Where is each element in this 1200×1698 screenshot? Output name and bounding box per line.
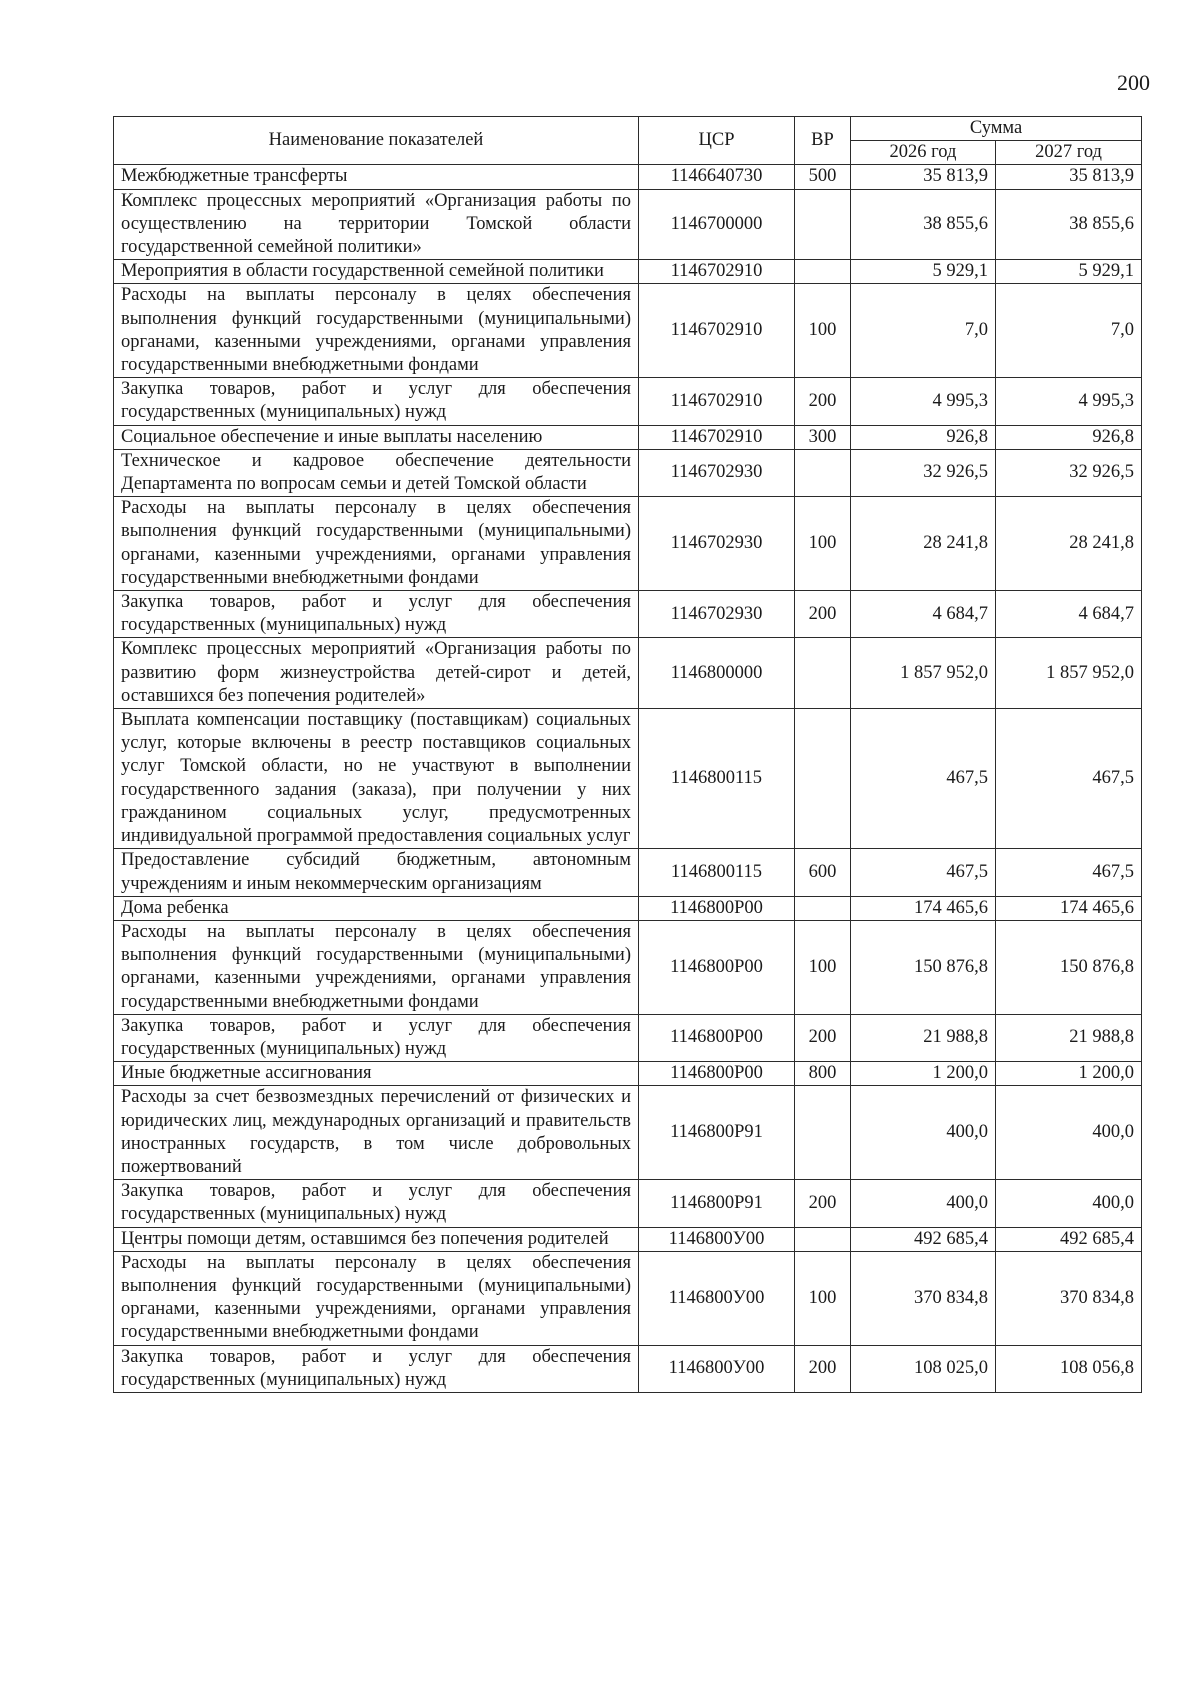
row-sum-2026: 400,0 xyxy=(851,1180,996,1227)
table-row xyxy=(114,165,1142,189)
row-sum-2027: 926,8 xyxy=(996,425,1142,449)
row-sum-2026: 174 465,6 xyxy=(851,896,996,920)
table-row xyxy=(114,1345,1142,1392)
row-sum-2027: 7,0 xyxy=(996,284,1142,378)
row-name: Социальное обеспечение и иные выплаты населению xyxy=(114,425,639,449)
row-name: Расходы на выплаты персоналу в целях обеспечения выполнения функций государственными (муниципальными) органами, казенными учреждениями, органами управления государственными внебюджетными фондами xyxy=(114,920,639,1014)
table-row xyxy=(114,378,1142,425)
row-csr: 1146640730 xyxy=(639,165,795,189)
row-name: Иные бюджетные ассигнования xyxy=(114,1062,639,1086)
row-name: Закупка товаров, работ и услуг для обеспечения государственных (муниципальных) нужд xyxy=(114,1014,639,1061)
row-sum-2026: 108 025,0 xyxy=(851,1345,996,1392)
row-vr: 200 xyxy=(795,1014,851,1061)
table-row xyxy=(114,591,1142,638)
row-sum-2026: 467,5 xyxy=(851,709,996,849)
table-row xyxy=(114,449,1142,496)
row-csr: 1146702930 xyxy=(639,591,795,638)
row-vr xyxy=(795,1086,851,1180)
header-name: Наименование показателей xyxy=(114,117,639,165)
row-vr xyxy=(795,709,851,849)
row-csr: 1146702930 xyxy=(639,497,795,591)
row-vr: 100 xyxy=(795,497,851,591)
header-vr: ВР xyxy=(795,117,851,165)
row-sum-2026: 1 857 952,0 xyxy=(851,638,996,709)
table-row xyxy=(114,1227,1142,1251)
row-sum-2026: 1 200,0 xyxy=(851,1062,996,1086)
page-number: 200 xyxy=(1117,70,1150,95)
table-row xyxy=(114,1180,1142,1227)
row-name: Дома ребенка xyxy=(114,896,639,920)
row-csr: 1146800У00 xyxy=(639,1227,795,1251)
row-name: Расходы на выплаты персоналу в целях обеспечения выполнения функций государственными (муниципальными) органами, казенными учреждениями, органами управления государственными внебюджетными фондами xyxy=(114,497,639,591)
row-vr: 200 xyxy=(795,1345,851,1392)
row-sum-2027: 492 685,4 xyxy=(996,1227,1142,1251)
table-row xyxy=(114,425,1142,449)
table-body xyxy=(114,165,1142,1393)
table-header xyxy=(114,117,1142,165)
row-vr: 200 xyxy=(795,378,851,425)
table-row xyxy=(114,920,1142,1014)
row-csr: 1146800Р00 xyxy=(639,1014,795,1061)
row-sum-2027: 1 857 952,0 xyxy=(996,638,1142,709)
row-sum-2027: 5 929,1 xyxy=(996,260,1142,284)
row-sum-2027: 467,5 xyxy=(996,709,1142,849)
row-csr: 1146800У00 xyxy=(639,1345,795,1392)
row-vr: 100 xyxy=(795,920,851,1014)
row-sum-2027: 32 926,5 xyxy=(996,449,1142,496)
row-sum-2027: 108 056,8 xyxy=(996,1345,1142,1392)
row-csr: 1146800115 xyxy=(639,849,795,896)
row-csr: 1146800115 xyxy=(639,709,795,849)
row-vr xyxy=(795,260,851,284)
row-sum-2026: 4 684,7 xyxy=(851,591,996,638)
row-vr: 100 xyxy=(795,284,851,378)
row-sum-2026: 32 926,5 xyxy=(851,449,996,496)
row-name: Техническое и кадровое обеспечение деятельности Департамента по вопросам семьи и детей Томской области xyxy=(114,449,639,496)
row-sum-2026: 467,5 xyxy=(851,849,996,896)
row-name: Закупка товаров, работ и услуг для обеспечения государственных (муниципальных) нужд xyxy=(114,1180,639,1227)
row-name: Расходы на выплаты персоналу в целях обеспечения выполнения функций государственными (муниципальными) органами, казенными учреждениями, органами управления государственными внебюджетными фондами xyxy=(114,1251,639,1345)
row-sum-2026: 38 855,6 xyxy=(851,189,996,260)
table-row xyxy=(114,638,1142,709)
row-name: Расходы за счет безвозмездных перечислений от физических и юридических лиц, международных организаций и правительств иностранных государств, в том числе добровольных пожертвований xyxy=(114,1086,639,1180)
row-sum-2026: 4 995,3 xyxy=(851,378,996,425)
budget-table xyxy=(113,116,1142,1393)
row-name: Комплекс процессных мероприятий «Организация работы по осуществлению на территории Томской области государственной семейной политики» xyxy=(114,189,639,260)
row-vr: 100 xyxy=(795,1251,851,1345)
table-row xyxy=(114,1086,1142,1180)
row-name: Комплекс процессных мероприятий «Организация работы по развитию форм жизнеустройства детей-сирот и детей, оставшихся без попечения родителей» xyxy=(114,638,639,709)
row-csr: 1146702910 xyxy=(639,284,795,378)
row-csr: 1146702910 xyxy=(639,260,795,284)
row-sum-2026: 926,8 xyxy=(851,425,996,449)
header-2026: 2026 год xyxy=(851,141,996,165)
row-sum-2027: 400,0 xyxy=(996,1086,1142,1180)
row-csr: 1146700000 xyxy=(639,189,795,260)
row-sum-2027: 28 241,8 xyxy=(996,497,1142,591)
row-name: Расходы на выплаты персоналу в целях обеспечения выполнения функций государственными (муниципальными) органами, казенными учреждениями, органами управления государственными внебюджетными фондами xyxy=(114,284,639,378)
row-name: Закупка товаров, работ и услуг для обеспечения государственных (муниципальных) нужд xyxy=(114,1345,639,1392)
table-row xyxy=(114,1251,1142,1345)
row-sum-2027: 174 465,6 xyxy=(996,896,1142,920)
row-vr: 500 xyxy=(795,165,851,189)
row-vr xyxy=(795,638,851,709)
table-row xyxy=(114,896,1142,920)
row-sum-2027: 4 995,3 xyxy=(996,378,1142,425)
row-vr: 200 xyxy=(795,1180,851,1227)
row-csr: 1146702910 xyxy=(639,425,795,449)
row-csr: 1146702910 xyxy=(639,378,795,425)
row-name: Межбюджетные трансферты xyxy=(114,165,639,189)
row-vr: 600 xyxy=(795,849,851,896)
row-sum-2026: 7,0 xyxy=(851,284,996,378)
header-sum: Сумма xyxy=(851,117,1142,141)
table-row xyxy=(114,284,1142,378)
row-name: Центры помощи детям, оставшимся без попечения родителей xyxy=(114,1227,639,1251)
row-sum-2027: 4 684,7 xyxy=(996,591,1142,638)
row-sum-2027: 1 200,0 xyxy=(996,1062,1142,1086)
row-name: Предоставление субсидий бюджетным, автономным учреждениям и иным некоммерческим организациям xyxy=(114,849,639,896)
row-csr: 1146800У00 xyxy=(639,1251,795,1345)
row-name: Закупка товаров, работ и услуг для обеспечения государственных (муниципальных) нужд xyxy=(114,378,639,425)
row-sum-2026: 35 813,9 xyxy=(851,165,996,189)
table-row xyxy=(114,709,1142,849)
row-csr: 1146800Р91 xyxy=(639,1180,795,1227)
row-vr xyxy=(795,189,851,260)
table-row xyxy=(114,1014,1142,1061)
row-csr: 1146800Р00 xyxy=(639,1062,795,1086)
row-sum-2026: 492 685,4 xyxy=(851,1227,996,1251)
row-sum-2027: 35 813,9 xyxy=(996,165,1142,189)
row-csr: 1146800Р00 xyxy=(639,920,795,1014)
table-row xyxy=(114,1062,1142,1086)
row-sum-2026: 400,0 xyxy=(851,1086,996,1180)
row-sum-2027: 467,5 xyxy=(996,849,1142,896)
row-sum-2027: 21 988,8 xyxy=(996,1014,1142,1061)
row-sum-2026: 21 988,8 xyxy=(851,1014,996,1061)
table-row xyxy=(114,189,1142,260)
row-sum-2026: 150 876,8 xyxy=(851,920,996,1014)
row-sum-2027: 38 855,6 xyxy=(996,189,1142,260)
row-name: Выплата компенсации поставщику (поставщикам) социальных услуг, которые включены в реестр поставщиков социальных услуг Томской области, но не участвуют в выполнении государственного задания (заказа), при получении у них гражданином социальных услуг, предусмотренных индивидуальной программой предоставления социальных услуг xyxy=(114,709,639,849)
row-vr: 800 xyxy=(795,1062,851,1086)
row-csr: 1146800Р91 xyxy=(639,1086,795,1180)
row-csr: 1146800000 xyxy=(639,638,795,709)
row-sum-2027: 150 876,8 xyxy=(996,920,1142,1014)
row-vr xyxy=(795,1227,851,1251)
row-name: Мероприятия в области государственной семейной политики xyxy=(114,260,639,284)
row-vr xyxy=(795,896,851,920)
header-2027: 2027 год xyxy=(996,141,1142,165)
row-vr xyxy=(795,449,851,496)
header-csr: ЦСР xyxy=(639,117,795,165)
table-row xyxy=(114,849,1142,896)
row-csr: 1146800Р00 xyxy=(639,896,795,920)
row-sum-2026: 370 834,8 xyxy=(851,1251,996,1345)
row-sum-2026: 5 929,1 xyxy=(851,260,996,284)
row-sum-2027: 370 834,8 xyxy=(996,1251,1142,1345)
table-row xyxy=(114,260,1142,284)
row-sum-2027: 400,0 xyxy=(996,1180,1142,1227)
row-vr: 300 xyxy=(795,425,851,449)
row-name: Закупка товаров, работ и услуг для обеспечения государственных (муниципальных) нужд xyxy=(114,591,639,638)
table-row xyxy=(114,497,1142,591)
row-csr: 1146702930 xyxy=(639,449,795,496)
row-sum-2026: 28 241,8 xyxy=(851,497,996,591)
row-vr: 200 xyxy=(795,591,851,638)
